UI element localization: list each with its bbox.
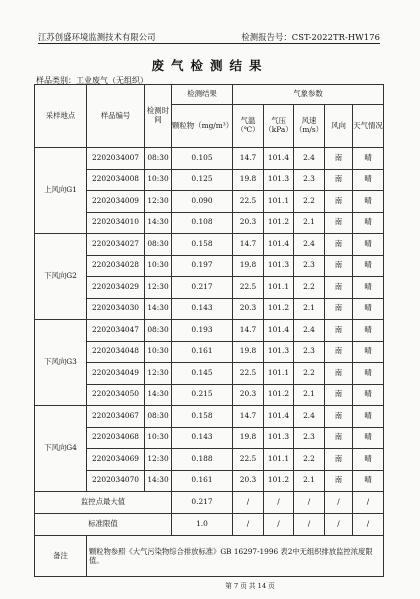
wind-dir-cell: 南 <box>325 406 353 428</box>
results-table <box>34 84 384 577</box>
table-row <box>35 212 384 234</box>
col-temp: 气温（℃） <box>233 105 264 148</box>
wind-dir-cell: 南 <box>325 277 353 299</box>
col-wind-dir: 风向 <box>325 105 353 148</box>
particulate-value-cell: 0.158 <box>172 406 233 428</box>
sky-cell: 晴 <box>353 212 384 234</box>
temp-cell: 14.7 <box>233 148 264 170</box>
time-cell: 14:30 <box>145 384 172 406</box>
table-row <box>35 341 384 363</box>
wind-speed-cell: 2.1 <box>294 298 325 320</box>
wind-speed-cell: 2.3 <box>294 427 325 449</box>
time-cell: 10:30 <box>145 169 172 191</box>
temp-cell: 14.7 <box>233 320 264 342</box>
note-text: 颗粒物参照《大气污染物综合排放标准》GB 16297-1996 表2中无组织排放监控浓度限值。 <box>87 536 384 577</box>
pressure-cell: 101.3 <box>264 255 294 277</box>
wind-dir-cell: 南 <box>325 255 353 277</box>
sky-cell: 晴 <box>353 427 384 449</box>
table-row <box>35 406 384 428</box>
time-cell: 14:30 <box>145 470 172 492</box>
wind-dir-cell: 南 <box>325 191 353 213</box>
table-row <box>35 320 384 342</box>
table-row <box>35 234 384 256</box>
report-number: 检测报告号：CST-2022TR-HW176 <box>241 32 380 42</box>
slash-cell: / <box>325 492 353 514</box>
sample-type: 样品类别：工业废气（无组织） <box>36 76 148 85</box>
sky-cell: 晴 <box>353 406 384 428</box>
wind-speed-cell: 2.4 <box>294 406 325 428</box>
col-pressure: 气压（kPa） <box>264 105 294 148</box>
sky-cell: 晴 <box>353 148 384 170</box>
particulate-value-cell: 0.217 <box>172 277 233 299</box>
wind-dir-cell: 南 <box>325 341 353 363</box>
sample-id-cell: 2202034030 <box>87 298 145 320</box>
temp-cell: 22.5 <box>233 449 264 471</box>
particulate-value-cell: 0.215 <box>172 384 233 406</box>
time-cell: 10:30 <box>145 255 172 277</box>
site-cell: 下风向G3 <box>35 320 87 406</box>
slash-cell: / <box>294 492 325 514</box>
wind-dir-cell: 南 <box>325 298 353 320</box>
wind-speed-cell: 2.1 <box>294 470 325 492</box>
table-row <box>35 449 384 471</box>
temp-cell: 19.8 <box>233 255 264 277</box>
pressure-cell: 101.3 <box>264 427 294 449</box>
header-divider <box>38 43 380 44</box>
slash-cell: / <box>264 492 294 514</box>
time-cell: 08:30 <box>145 234 172 256</box>
pressure-cell: 101.2 <box>264 470 294 492</box>
sky-cell: 晴 <box>353 277 384 299</box>
sample-id-cell: 2202034049 <box>87 363 145 385</box>
site-cell: 下风向G4 <box>35 406 87 492</box>
sky-cell: 晴 <box>353 191 384 213</box>
table-row <box>35 298 384 320</box>
slash-cell: / <box>353 514 384 536</box>
sample-id-cell: 2202034070 <box>87 470 145 492</box>
particulate-value-cell: 0.143 <box>172 427 233 449</box>
page-title: 废气检测结果 <box>151 58 269 73</box>
particulate-value-cell: 0.161 <box>172 470 233 492</box>
particulate-value-cell: 0.161 <box>172 341 233 363</box>
particulate-value-cell: 0.105 <box>172 148 233 170</box>
slash-cell: / <box>325 514 353 536</box>
sky-cell: 晴 <box>353 234 384 256</box>
slash-cell: / <box>233 492 264 514</box>
wind-dir-cell: 南 <box>325 384 353 406</box>
particulate-value-cell: 0.158 <box>172 234 233 256</box>
time-cell: 08:30 <box>145 406 172 428</box>
wind-dir-cell: 南 <box>325 212 353 234</box>
wind-speed-cell: 2.4 <box>294 320 325 342</box>
time-cell: 08:30 <box>145 320 172 342</box>
sample-id-cell: 2202034050 <box>87 384 145 406</box>
sample-id-cell: 2202034010 <box>87 212 145 234</box>
wind-dir-cell: 南 <box>325 427 353 449</box>
table-row <box>35 384 384 406</box>
wind-speed-cell: 2.1 <box>294 212 325 234</box>
sky-cell: 晴 <box>353 320 384 342</box>
table-row <box>35 148 384 170</box>
sky-cell: 晴 <box>353 470 384 492</box>
wind-dir-cell: 南 <box>325 148 353 170</box>
pressure-cell: 101.3 <box>264 341 294 363</box>
col-particulate: 颗粒物（mg/m³） <box>172 105 233 148</box>
particulate-value-cell: 0.090 <box>172 191 233 213</box>
wind-dir-cell: 南 <box>325 363 353 385</box>
particulate-value-cell: 0.143 <box>172 298 233 320</box>
sky-cell: 晴 <box>353 298 384 320</box>
wind-dir-cell: 南 <box>325 169 353 191</box>
time-cell: 12:30 <box>145 277 172 299</box>
limit-value: 1.0 <box>172 514 233 536</box>
wind-speed-cell: 2.1 <box>294 384 325 406</box>
pressure-cell: 101.1 <box>264 363 294 385</box>
temp-cell: 19.8 <box>233 341 264 363</box>
time-cell: 12:30 <box>145 363 172 385</box>
col-sample-id: 样品编号 <box>87 85 145 148</box>
sky-cell: 晴 <box>353 341 384 363</box>
pressure-cell: 101.1 <box>264 191 294 213</box>
time-cell: 14:30 <box>145 212 172 234</box>
slash-cell: / <box>264 514 294 536</box>
col-wind-speed: 风速（m/s） <box>294 105 325 148</box>
table-row <box>35 363 384 385</box>
temp-cell: 14.7 <box>233 234 264 256</box>
time-cell: 10:30 <box>145 427 172 449</box>
temp-cell: 19.8 <box>233 427 264 449</box>
pressure-cell: 101.3 <box>264 169 294 191</box>
max-label: 监控点最大值 <box>35 492 172 514</box>
col-site: 采样地点 <box>35 85 87 148</box>
sample-id-cell: 2202034008 <box>87 169 145 191</box>
wind-speed-cell: 2.4 <box>294 148 325 170</box>
wind-speed-cell: 2.2 <box>294 363 325 385</box>
sky-cell: 晴 <box>353 449 384 471</box>
wind-speed-cell: 2.2 <box>294 277 325 299</box>
table-row <box>35 470 384 492</box>
particulate-value-cell: 0.145 <box>172 363 233 385</box>
sample-id-cell: 2202034067 <box>87 406 145 428</box>
sky-cell: 晴 <box>353 384 384 406</box>
col-result-group: 检测结果 <box>172 85 233 105</box>
time-cell: 14:30 <box>145 298 172 320</box>
temp-cell: 20.3 <box>233 212 264 234</box>
pressure-cell: 101.2 <box>264 298 294 320</box>
wind-speed-cell: 2.2 <box>294 449 325 471</box>
sky-cell: 晴 <box>353 363 384 385</box>
col-weather-group: 气象参数 <box>233 85 384 105</box>
sky-cell: 晴 <box>353 169 384 191</box>
sample-id-cell: 2202034028 <box>87 255 145 277</box>
pressure-cell: 101.4 <box>264 320 294 342</box>
wind-dir-cell: 南 <box>325 470 353 492</box>
temp-cell: 22.5 <box>233 363 264 385</box>
sample-id-cell: 2202034047 <box>87 320 145 342</box>
col-sky: 天气情况 <box>353 105 384 148</box>
table-row <box>35 169 384 191</box>
temp-cell: 22.5 <box>233 191 264 213</box>
temp-cell: 20.3 <box>233 384 264 406</box>
pressure-cell: 101.4 <box>264 234 294 256</box>
table-row <box>35 277 384 299</box>
time-cell: 10:30 <box>145 341 172 363</box>
table-row <box>35 191 384 213</box>
pressure-cell: 101.4 <box>264 148 294 170</box>
pressure-cell: 101.4 <box>264 406 294 428</box>
time-cell: 12:30 <box>145 191 172 213</box>
pressure-cell: 101.2 <box>264 212 294 234</box>
wind-speed-cell: 2.3 <box>294 341 325 363</box>
wind-dir-cell: 南 <box>325 449 353 471</box>
sky-cell: 晴 <box>353 255 384 277</box>
pressure-cell: 101.1 <box>264 277 294 299</box>
particulate-value-cell: 0.125 <box>172 169 233 191</box>
company-name: 江苏创盛环境监测技术有限公司 <box>38 32 156 42</box>
sample-id-cell: 2202034009 <box>87 191 145 213</box>
slash-cell: / <box>233 514 264 536</box>
max-value: 0.217 <box>172 492 233 514</box>
particulate-value-cell: 0.188 <box>172 449 233 471</box>
temp-cell: 20.3 <box>233 470 264 492</box>
wind-speed-cell: 2.3 <box>294 255 325 277</box>
col-time: 检测时间 <box>145 85 172 148</box>
table-row <box>35 255 384 277</box>
wind-speed-cell: 2.4 <box>294 234 325 256</box>
site-cell: 上风向G1 <box>35 148 87 234</box>
sample-id-cell: 2202034007 <box>87 148 145 170</box>
wind-speed-cell: 2.2 <box>294 191 325 213</box>
pressure-cell: 101.1 <box>264 449 294 471</box>
time-cell: 12:30 <box>145 449 172 471</box>
wind-dir-cell: 南 <box>325 320 353 342</box>
temp-cell: 20.3 <box>233 298 264 320</box>
wind-dir-cell: 南 <box>325 234 353 256</box>
wind-speed-cell: 2.3 <box>294 169 325 191</box>
sample-id-cell: 2202034048 <box>87 341 145 363</box>
site-cell: 下风向G2 <box>35 234 87 320</box>
pressure-cell: 101.2 <box>264 384 294 406</box>
sample-id-cell: 2202034068 <box>87 427 145 449</box>
limit-label: 标准限值 <box>35 514 172 536</box>
temp-cell: 19.8 <box>233 169 264 191</box>
sample-id-cell: 2202034027 <box>87 234 145 256</box>
slash-cell: / <box>294 514 325 536</box>
sample-id-cell: 2202034029 <box>87 277 145 299</box>
temp-cell: 22.5 <box>233 277 264 299</box>
table-row <box>35 427 384 449</box>
slash-cell: / <box>353 492 384 514</box>
page-footer: 第 7 页 共 14 页 <box>225 582 275 590</box>
particulate-value-cell: 0.108 <box>172 212 233 234</box>
particulate-value-cell: 0.193 <box>172 320 233 342</box>
note-label: 备注 <box>35 536 87 577</box>
temp-cell: 14.7 <box>233 406 264 428</box>
particulate-value-cell: 0.197 <box>172 255 233 277</box>
time-cell: 08:30 <box>145 148 172 170</box>
sample-id-cell: 2202034069 <box>87 449 145 471</box>
